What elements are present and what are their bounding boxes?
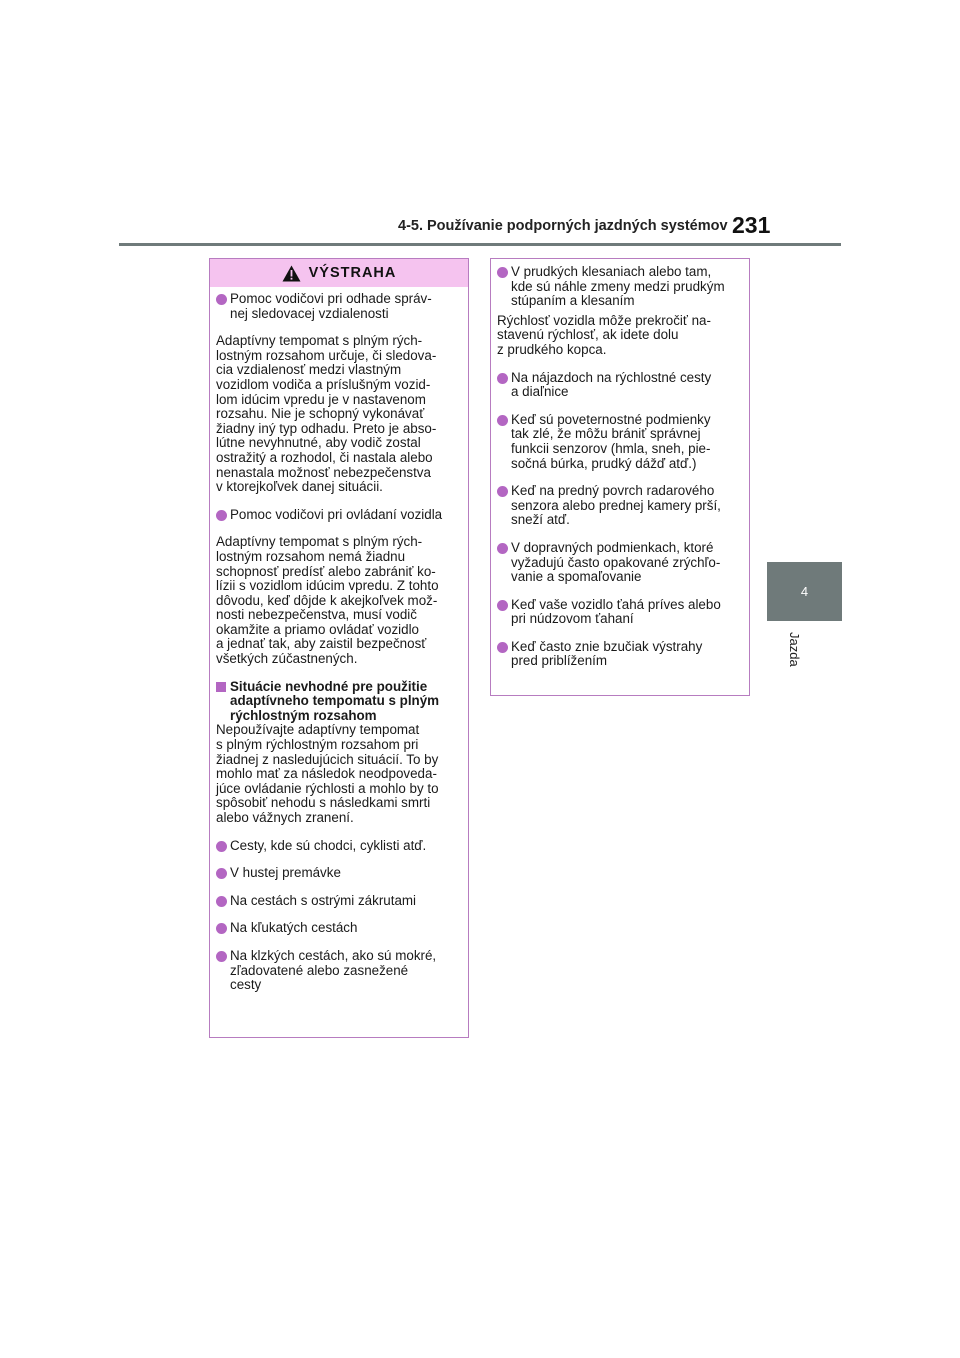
bullet-icon [497,642,508,653]
bullet-icon [497,543,508,554]
warning-heading: VÝSTRAHA [308,265,397,281]
bullet-icon [216,951,227,962]
list-item: Cesty, kde sú chodci, cyklisti atď. [216,839,461,854]
list-item: V prudkých klesaniach alebo tam, kde sú náhle zmeny medzi prudkým stúpaním a klesaním [497,265,742,309]
warning-box-right [490,258,750,696]
bullet-icon [216,294,227,305]
chapter-number: 4 [800,584,809,599]
list-item: Keď sú poveternostné podmienky tak zlé, že môžu brániť správnej funkcii senzorov (hmla, sneh, pie- sočná búrka, prudký dážď atď.) [497,413,742,471]
paragraph: Adaptívny tempomat s plným rých- lostným rozsahom nemá žiadnu schopnosť predísť alebo zabrániť ko- lízii s vozidlom idúcim vpredu. Z tohto dôvodu, keď dôjde k akejkoľvek mož- nosti nebezpečenstva, musí vodič okamžite a priamo ovládať vozidlo a jednať tak, aby zaistil bezpečnosť všetkých zúčastnených. [216,534,439,667]
bullet-icon [497,267,508,278]
warning-box-left [209,258,469,1038]
list-item: Na nájazdoch na rýchlostné cesty a diaľnice [497,371,742,400]
header-divider [119,243,841,246]
paragraph: Rýchlosť vozidla môže prekročiť na- stavenú rýchlosť, ak idete dolu z prudkého kopca. [497,312,711,357]
bullet-icon [497,415,508,426]
chapter-tab [767,562,842,621]
bullet-icon [497,373,508,384]
bullet-icon [216,510,227,521]
list-item: Pomoc vodičovi pri ovládaní vozidla [216,508,461,523]
list-item: Na kľukatých cestách [216,921,461,936]
bullet-icon [497,486,508,497]
bullet-icon [216,868,227,879]
list-item: Na cestách s ostrými zákrutami [216,894,461,909]
warning-triangle-icon [282,265,301,282]
list-item: Pomoc vodičovi pri odhade správ- nej sledovacej vzdialenosti [216,292,461,321]
bullet-icon [216,896,227,907]
bullet-icon [216,841,227,852]
chapter-label: Jazda [787,632,802,667]
list-item: Na klzkých cestách, ako sú mokré, zľadovatené alebo zasnežené cesty [216,949,461,993]
bullet-icon [497,600,508,611]
list-item: V dopravných podmienkach, ktoré vyžadujú často opakované zrýchľo- vanie a spomaľovanie [497,541,742,585]
warning-header [210,259,468,287]
paragraph: Adaptívny tempomat s plným rých- lostným rozsahom určuje, či sledova- cia vzdialenosť medzi vlastným vozidlom vodiča a príslušným vozid- lom idúcim vpredu je v nastavenom rozsahu. Nie je schopný vykonávať žiadny iný typ odhadu. Preto je abso- lútne nevyhnutné, aby vodič zostal ostražitý a rozhodol, či nastala alebo nenastala možnosť nebezpečenstva v ktorejkoľvek danej situácii. [216,333,437,495]
list-item: Keď vaše vozidlo ťahá príves alebo pri núdzovom ťahaní [497,598,742,627]
section-title: 4-5. Používanie podporných jazdných systémov [398,218,728,234]
page-number: 231 [732,212,771,238]
square-bullet-icon [216,682,226,692]
paragraph: Nepoužívajte adaptívny tempomat s plným rýchlostným rozsahom pri žiadnej z nasledujúcich situácií. To by mohlo mať za následok neodpoveda- júce ovládanie rýchlosti a mohlo by to spôsobiť nehodu s následkami smrti alebo vážnych zranení. [216,722,439,825]
bullet-icon [216,923,227,934]
list-item: Keď často znie bzučiak výstrahy pred priblížením [497,640,742,669]
list-item: V hustej premávke [216,866,461,881]
list-item: Keď na predný povrch radarového senzora alebo prednej kamery prší, sneží atď. [497,484,742,528]
subheading: Situácie nevhodné pre použitie adaptívneho tempomatu s plným rýchlostným rozsahom [216,680,461,724]
